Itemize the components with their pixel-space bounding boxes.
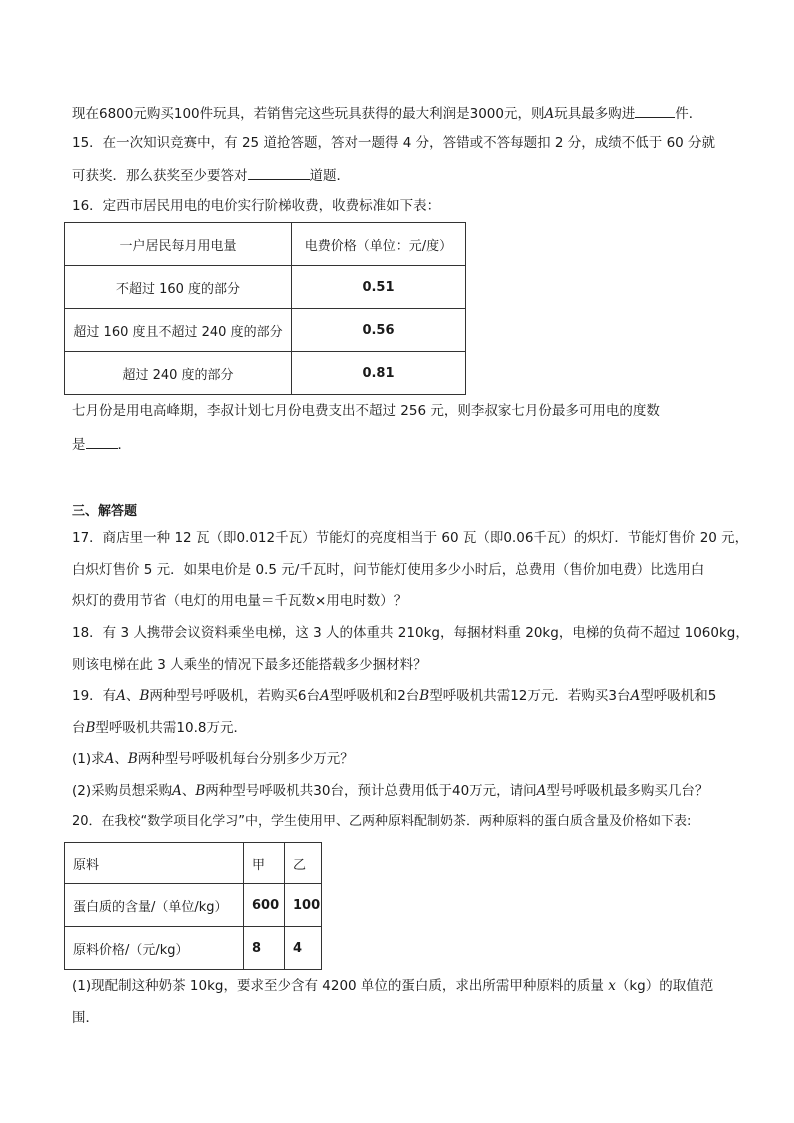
text: 可获奖．那么获奖至少要答对	[72, 168, 248, 184]
problem-20-subquestion-1	[72, 977, 713, 995]
problem-17-line-2: 白炽灯售价 5 元．如果电价是 0.5 元/千瓦时，问节能灯使用多少小时后，总费用（售价加电费）比选用白	[72, 562, 705, 578]
text: 两种型号呼吸机，若购买6台	[149, 688, 320, 704]
variable: A	[630, 688, 641, 704]
text: 、	[125, 688, 140, 704]
problem-20-line-1: 20．在我校“数学项目化学习”中，学生使用甲、乙两种原料配制奶茶．两种原料的蛋白质含量及价格如下表:	[72, 814, 692, 829]
variable: A	[536, 783, 547, 799]
problem-17-line-1: 17．商店里一种 12 瓦（即0.012千瓦）节能灯的亮度相当于 60 瓦（即0.06千瓦）的炽灯．节能灯售价 20 元，	[72, 530, 749, 546]
text: (1)求	[72, 751, 105, 767]
table-row	[65, 266, 466, 309]
problem-19-line-1	[72, 687, 716, 705]
text: ．	[117, 437, 131, 453]
text: （kg）的取值范	[615, 978, 714, 994]
text: 件．	[675, 106, 703, 122]
text: 道题．	[309, 168, 350, 184]
text: 、	[181, 783, 196, 799]
table-cell: 蛋白质的含量/（单位/kg）	[65, 884, 244, 927]
table-cell: 原料价格/（元/kg）	[65, 927, 244, 970]
table-row	[65, 927, 322, 970]
variable: A	[116, 688, 126, 704]
problem-16-line-2: 七月份是用电高峰期，李叔计划七月份电费支出不超过 256 元，则李叔家七月份最多可用电的度数	[72, 403, 660, 419]
section-heading: 三、解答题	[72, 504, 138, 519]
table-row	[65, 884, 322, 927]
text: 两种型号呼吸机共30台，预计总费用低于40万元，请问	[205, 783, 537, 799]
text: 型呼吸机共需12万元．若购买3台	[429, 688, 631, 704]
table-header-cell: 乙	[285, 843, 322, 884]
table-cell: 8	[244, 927, 285, 970]
text: 台	[72, 720, 86, 736]
problem-15-line-1: 15．在一次知识竞赛中，有 25 道抢答题，答对一题得 4 分，答错或不答每题扣 2 分，成绩不低于 60 分就	[72, 135, 716, 151]
table-header-cell: 原料	[65, 843, 244, 884]
table-cell: 不超过 160 度的部分	[65, 266, 292, 309]
variable: B	[195, 783, 206, 799]
table-cell: 超过 240 度的部分	[65, 352, 292, 395]
table-header-row	[65, 223, 466, 266]
text: 型号呼吸机最多购买几台？	[546, 783, 709, 799]
variable: x	[608, 978, 616, 994]
problem-16-line-3	[72, 434, 131, 454]
variable: B	[85, 720, 96, 736]
problem-19-subquestion-1	[72, 750, 354, 768]
ingredient-table	[64, 842, 322, 970]
answer-blank	[635, 103, 675, 118]
table-row	[65, 309, 466, 352]
text: 型呼吸机和2台	[329, 688, 420, 704]
table-header-row	[65, 843, 322, 884]
table-cell: 0.51	[292, 266, 466, 309]
problem-18-line-1: 18．有 3 人携带会议资料乘坐电梯，这 3 人的体重共 210kg，每捆材料重 20kg，电梯的负荷不超过 1060kg，	[72, 625, 749, 641]
problem-16-line-1: 16．定西市居民用电的电价实行阶梯收费，收费标准如下表：	[72, 198, 441, 214]
text: (1)现配制这种奶茶 10kg，要求至少含有 4200 单位的蛋白质，求出所需甲种原料的质量	[72, 978, 604, 994]
text: (2)采购员想采购	[72, 783, 173, 799]
problem-20-subquestion-1-cont: 围．	[72, 1010, 99, 1026]
text: 是	[72, 437, 86, 453]
table-cell: 600	[244, 884, 285, 927]
answer-blank	[86, 434, 118, 449]
electricity-price-table	[64, 222, 466, 395]
text: 玩具最多购进	[554, 106, 636, 122]
text: 现在6800元购买100件玩具，若销售完这些玩具获得的最大利润是3000元，则	[72, 106, 545, 122]
table-header-cell: 电费价格（单位：元/度）	[292, 223, 466, 266]
variable: A	[319, 688, 330, 704]
table-cell: 超过 160 度且不超过 240 度的部分	[65, 309, 292, 352]
table-cell: 100	[285, 884, 322, 927]
table-cell: 4	[285, 927, 322, 970]
variable: A	[172, 783, 182, 799]
problem-17-line-3: 炽灯的费用节省（电灯的用电量＝千瓦数×用电时数）？	[72, 593, 408, 609]
text: 、	[114, 751, 128, 767]
variable: B	[419, 688, 430, 704]
variable: B	[139, 688, 150, 704]
problem-19-subquestion-2	[72, 782, 708, 800]
text: 19．有	[72, 688, 117, 704]
text: 两种型号呼吸机每台分别多少万元？	[137, 751, 354, 767]
problem-19-line-2	[72, 719, 247, 737]
text: 型呼吸机共需10.8万元．	[95, 720, 247, 736]
table-row	[65, 352, 466, 395]
variable: B	[127, 751, 138, 767]
table-header-cell: 一户居民每月用电量	[65, 223, 292, 266]
problem-15-line-2	[72, 165, 350, 185]
text: 型呼吸机和5	[640, 688, 717, 704]
table-header-cell: 甲	[244, 843, 285, 884]
problem-14-continuation	[72, 103, 702, 123]
problem-18-line-2: 则该电梯在此 3 人乘坐的情况下最多还能搭载多少捆材料？	[72, 657, 427, 673]
variable: A	[104, 751, 115, 767]
table-cell: 0.56	[292, 309, 466, 352]
table-cell: 0.81	[292, 352, 466, 395]
answer-blank	[248, 165, 310, 180]
variable: A	[544, 106, 555, 122]
